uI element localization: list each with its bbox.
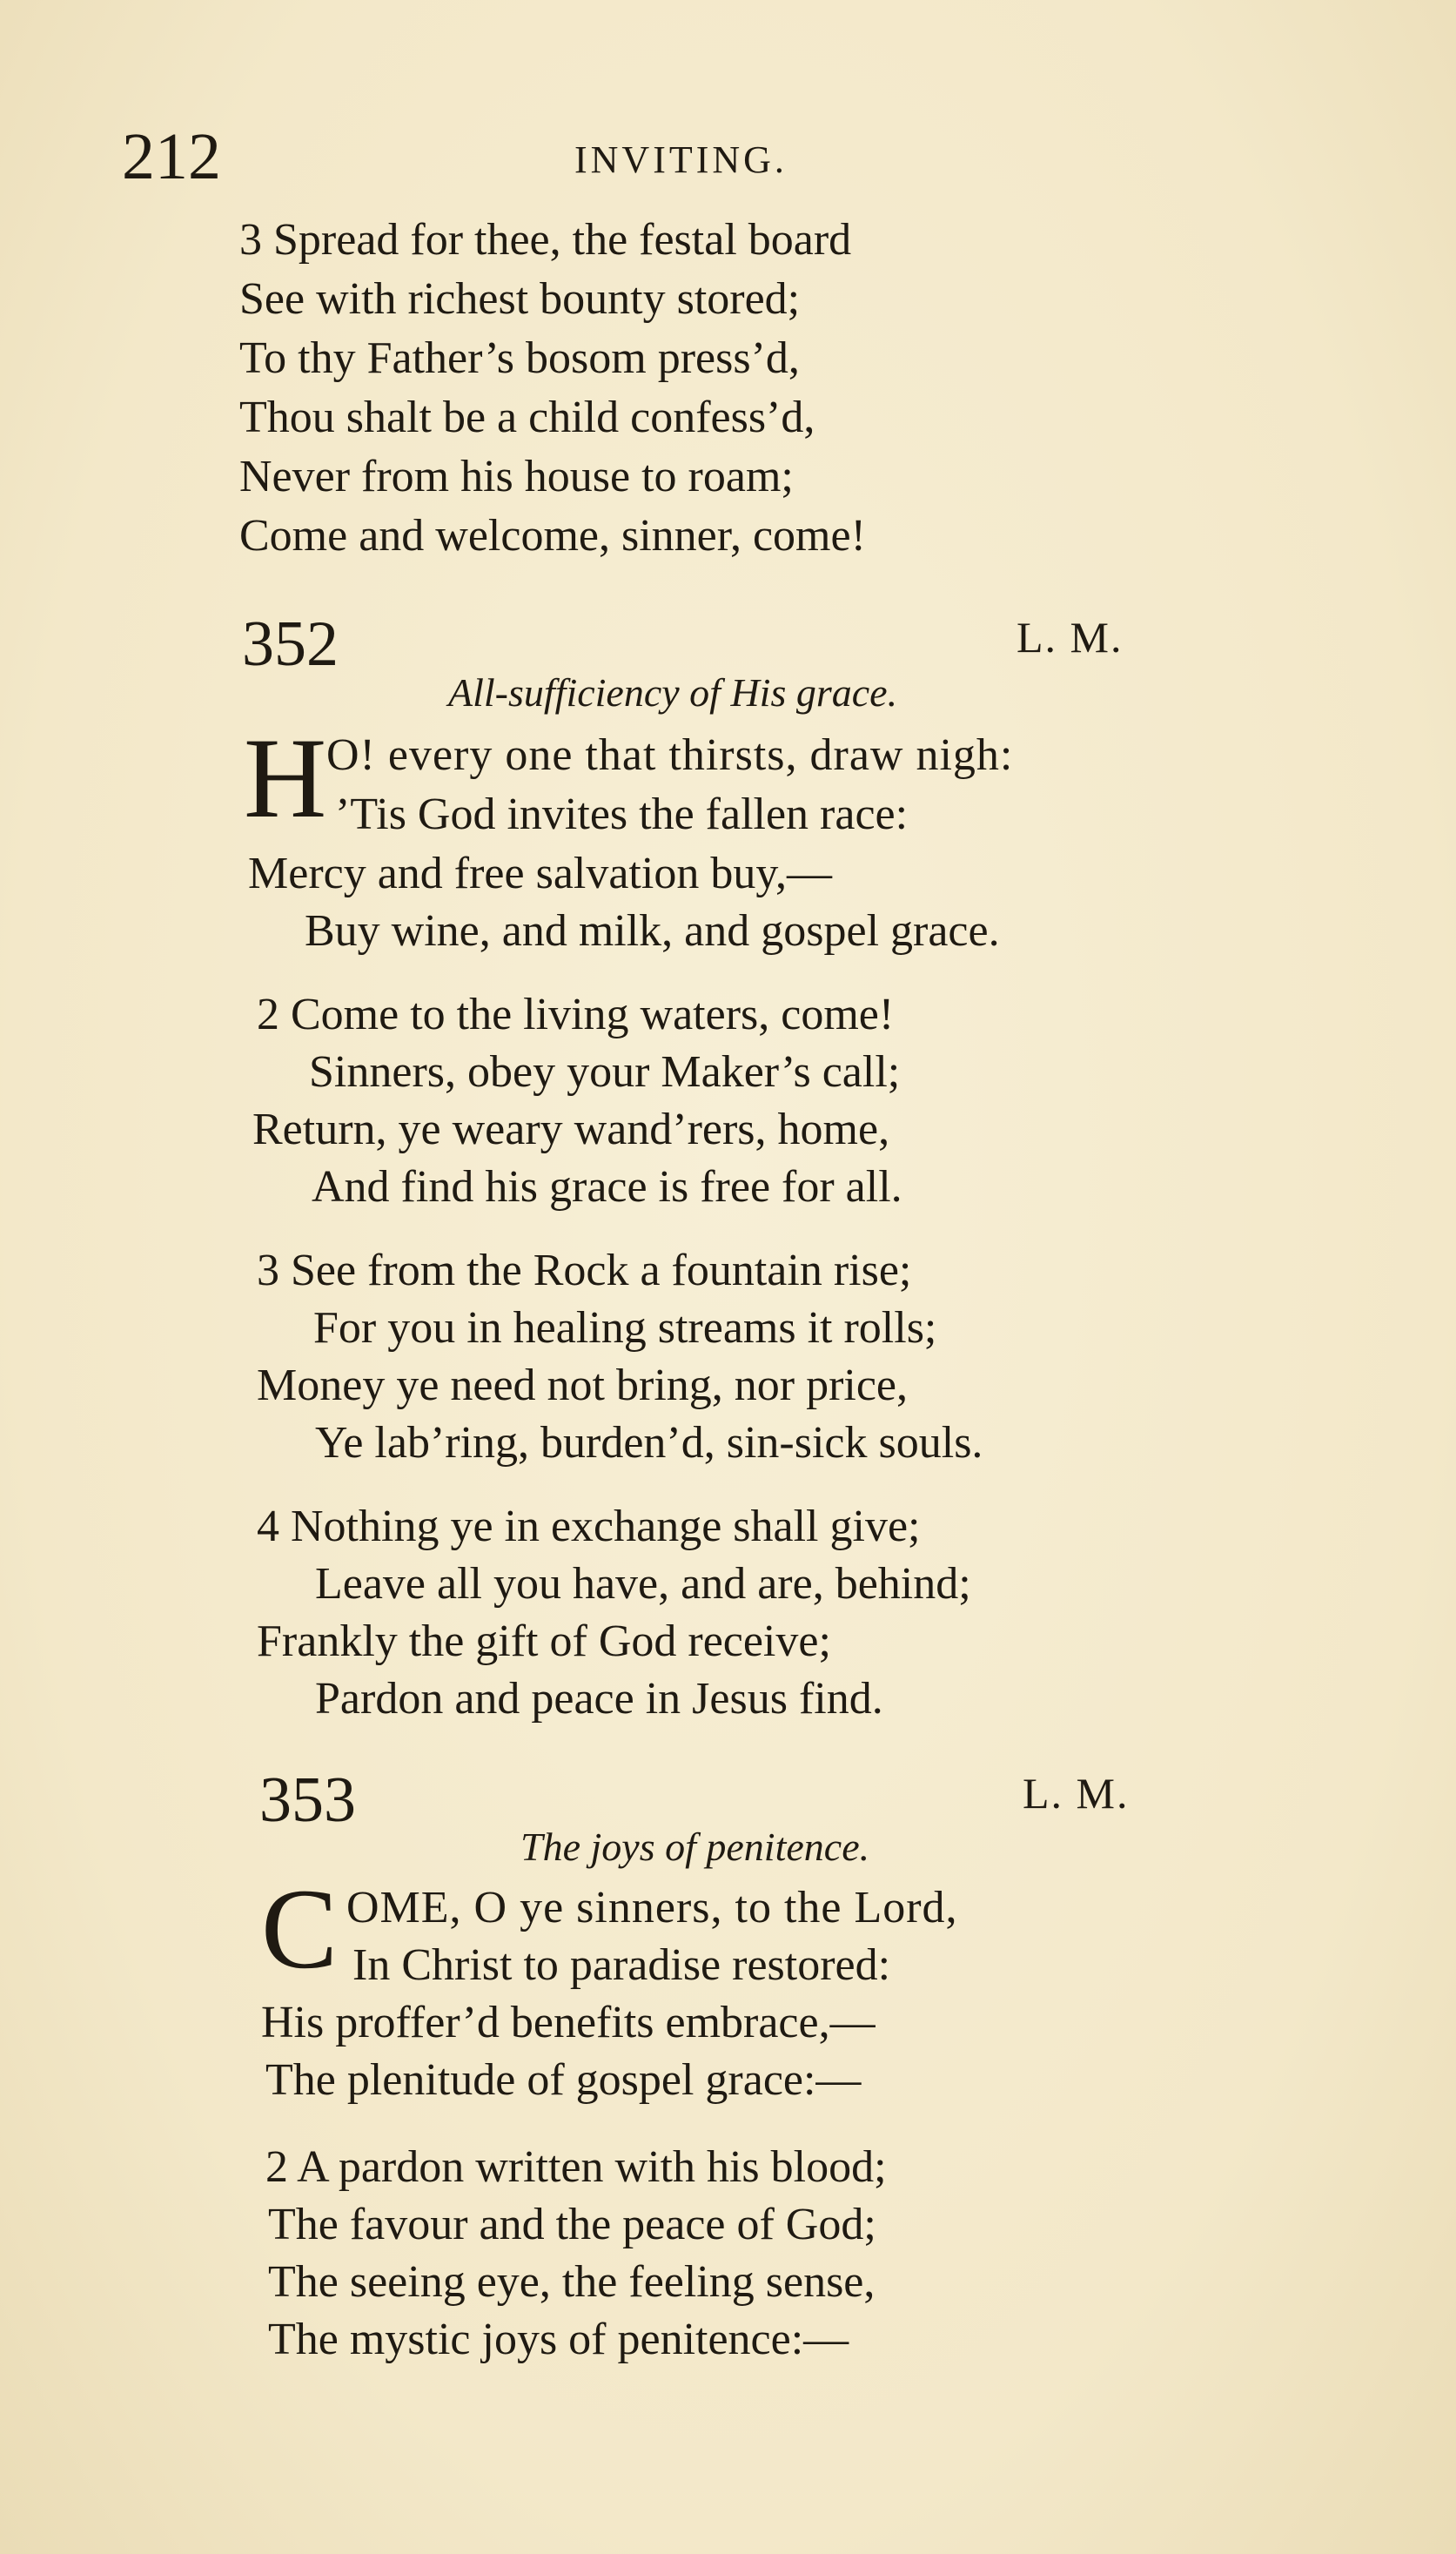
verse-line: Sinners, obey your Maker’s call; xyxy=(309,1047,901,1097)
verse-line: Come and welcome, sinner, come! xyxy=(239,511,866,561)
drop-cap: C xyxy=(261,1865,339,1993)
verse-line: In Christ to paradise restored: xyxy=(352,1940,891,1990)
verse-line: To thy Father’s bosom press’d, xyxy=(239,333,800,383)
verse-line: Frankly the gift of God receive; xyxy=(257,1616,831,1666)
verse-line: O! every one that thirsts, draw nigh: xyxy=(326,730,1014,780)
verse-line: The plenitude of gospel grace:— xyxy=(265,2055,862,2105)
verse-line: 4 Nothing ye in exchange shall give; xyxy=(257,1502,921,1551)
verse-line: Ye lab’ring, burden’d, sin-sick souls. xyxy=(315,1418,983,1468)
page-number: 212 xyxy=(122,120,221,193)
verse-line: The seeing eye, the feeling sense, xyxy=(268,2257,876,2307)
verse-line: Money ye need not bring, nor price, xyxy=(257,1361,909,1410)
hymn-meter: L. M. xyxy=(1023,1769,1130,1818)
verse-line: The favour and the peace of God; xyxy=(268,2200,876,2249)
verse-line: 3 See from the Rock a fountain rise; xyxy=(257,1246,912,1295)
verse-line: The mystic joys of penitence:— xyxy=(268,2315,849,2364)
page-header xyxy=(122,122,1218,192)
hymn-meter: L. M. xyxy=(1017,613,1124,662)
verse-line: OME, O ye sinners, to the Lord, xyxy=(346,1883,958,1932)
verse-line: And find his grace is free for all. xyxy=(312,1162,902,1212)
verse-line: 3 Spread for thee, the festal board xyxy=(239,215,852,265)
verse-line: Never from his house to roam; xyxy=(239,452,794,501)
hymn-subtitle: All-sufficiency of His grace. xyxy=(448,670,898,715)
verse-line: For you in healing streams it rolls; xyxy=(313,1303,937,1353)
hymn-number: 353 xyxy=(259,1764,356,1836)
verse-line: ’Tis God invites the fallen race: xyxy=(335,790,909,839)
verse-line: Mercy and free salvation buy,— xyxy=(248,849,832,898)
hymn-number: 352 xyxy=(242,608,339,680)
verse-line: See with richest bounty stored; xyxy=(239,274,801,324)
verse-line: Pardon and peace in Jesus find. xyxy=(315,1674,883,1724)
verse-line: 2 Come to the living waters, come! xyxy=(257,990,895,1039)
verse-line: Return, ye weary wand’rers, home, xyxy=(252,1105,890,1154)
running-head: INVITING. xyxy=(574,138,788,181)
verse-line: Buy wine, and milk, and gospel grace. xyxy=(305,906,1000,956)
drop-cap: H xyxy=(244,714,327,842)
verse-line: Leave all you have, and are, behind; xyxy=(315,1559,971,1609)
verse-line: His proffer’d benefits embrace,— xyxy=(261,1998,876,2047)
verse-line: 2 A pardon written with his blood; xyxy=(265,2142,887,2192)
verse-line: Thou shalt be a child confess’d, xyxy=(239,393,815,442)
hymn-subtitle: The joys of penitence. xyxy=(520,1825,870,1869)
